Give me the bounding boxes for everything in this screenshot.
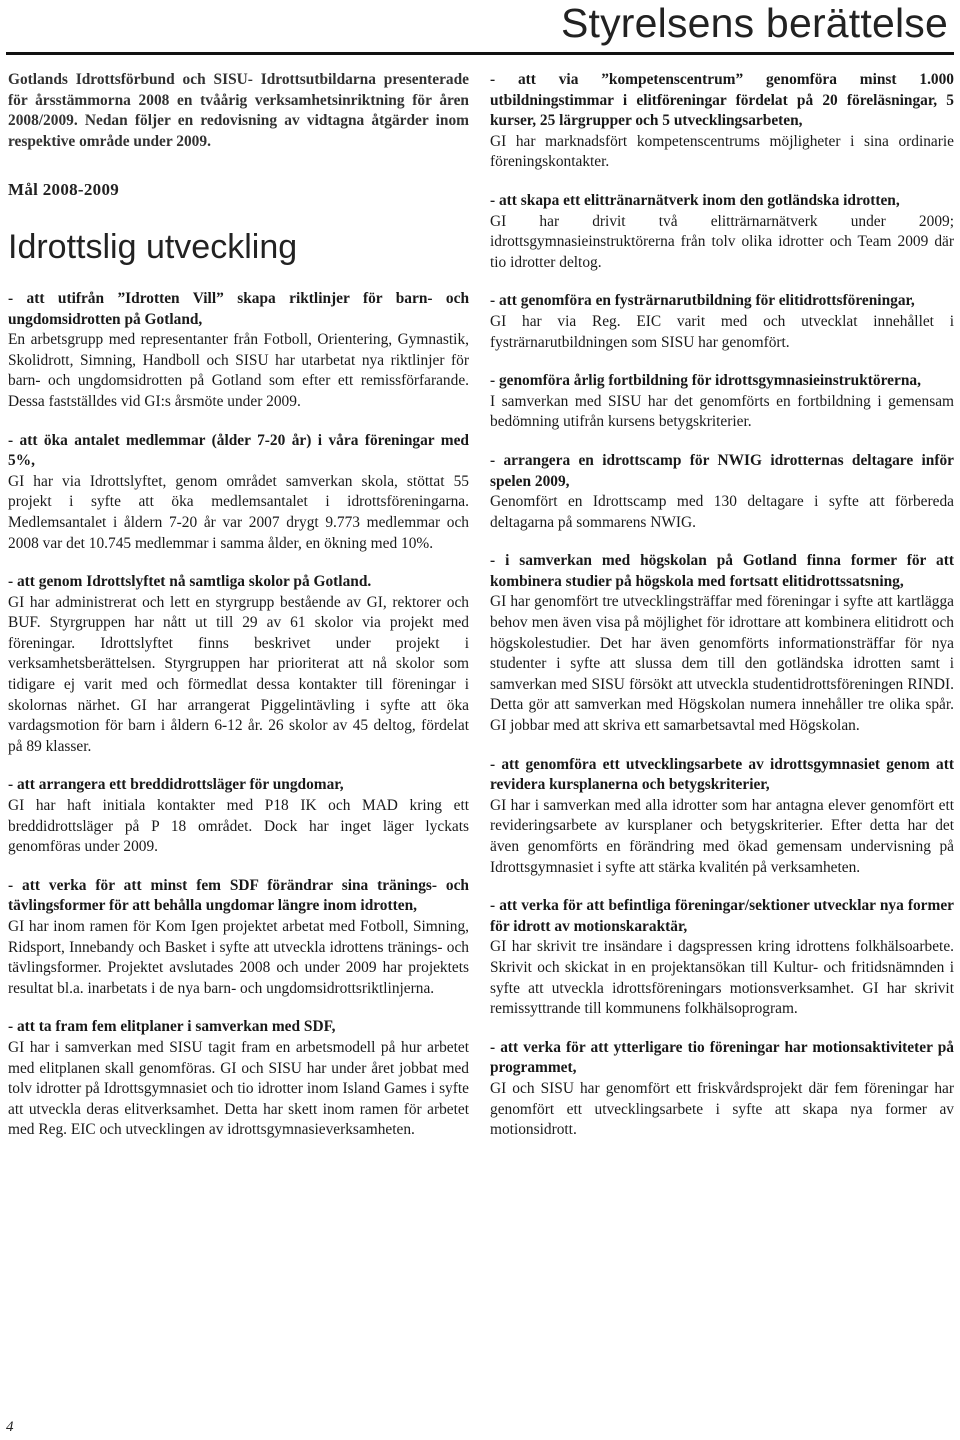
left-item-6 (8, 1017, 469, 1141)
item-heading: - att genomföra en fysträrnarutbildning för elitidrottsföreningar, (490, 292, 915, 310)
goal-heading: Mål 2008-2009 (8, 180, 120, 200)
intro-paragraph: Gotlands Idrottsförbund och SISU- Idrottsutbildarna presenterade för årsstämmorna 2008 en tvåårig verksamhetsinriktning för åren 2008/2009. Nedan följer en redovisning av vidtagna åtgärder inom respektive område under 2009. (8, 71, 469, 150)
item-body: GI har marknadsfört kompetenscentrums möjligheter i sina ordinarie föreningskontakter. (490, 132, 954, 171)
item-body: GI har skrivit tre insändare i dagspressen kring idrottens folkhälsoarbete. Skrivit och skickat in en projektansökan till Kultur- och fritidsnämnden i syfte att utveckla idrottsföreningars motionsverksamhet. GI har skrivit remissyttrande till kommunens folkhälsoprogram. (490, 938, 954, 1018)
item-heading: - att verka för att minst fem SDF förändrar sina tränings- och tävlingsformer för att behålla ungdomar längre inom idrotten, (8, 876, 469, 915)
left-column (8, 70, 469, 1159)
left-item-3 (8, 572, 469, 757)
item-heading: - att via ”kompetenscentrum” genomföra minst 1.000 utbildningstimmar i elitföreningar fördelat på 20 föreläsningar, 5 kurser, 25 lärgrupper och 5 utvecklingsarbeten, (490, 71, 954, 130)
item-body: GI har administrerat och lett en styrgrupp bestående av GI, rektorer och BUF. Styrgruppen har nått ut till 29 av 61 skolor via projekt med föreningar. Idrottslyftet finns beskrivet under projekt i verksamhetsberättelsen. Styrgruppen har prioriterat att nå skolor som tidigare ej varit med och förmedlat dessa kontakter till föreningar i skolornas närhet. GI har arrangerat Piggelintävling i syfte att öka vardagsmotion för barn i åldern 6-12 år. 26 skolor av 45 deltog, fördelat på 89 klasser. (8, 593, 469, 755)
item-body: GI har inom ramen för Kom Igen projektet arbetat med Fotboll, Simning, Ridsport, Innebandy och Basket i syfte att utveckla idrottens tränings- och tävlingsformer. Projektet avslutades 2008 och under 2009 har projektets resultat bl.a. inarbetats i de nya barn- och ungdomsidrottsriktlinjerna. (8, 918, 469, 997)
item-body: I samverkan med SISU har det genomförts en fortbildning i gemensam bedömning utifrån kursens betygskriterier. (490, 392, 954, 431)
item-body: Genomfört en Idrottscamp med 130 deltagare i syfte att förbereda deltagarna på sommarens NWIG. (490, 493, 954, 531)
item-body: GI har genomfört tre utvecklingsträffar med föreningar i syfte att kartlägga behov men även visa på möjlighet för idrottare att kombinera elitidrott och högskolestudier. Det har även genomförts informationsträffar för nya studenter i syfte att slussa dem till den gotländska idrotten samt i samverkan med SISU försökt att utveckla studentidrottsföreningen RINDI. Detta gör att samverkan med Högskolan numera innehåller tre olika spår. GI jobbar med att skriva ett samarbetsavtal med Högskolan. (490, 593, 954, 735)
left-item-4 (8, 775, 469, 857)
right-column (490, 70, 954, 1159)
right-item-1 (490, 70, 954, 173)
item-heading: - att verka för att befintliga föreningar/sektioner utvecklar nya former för idrott av motionskaraktär, (490, 897, 954, 935)
item-heading: - att utifrån ”Idrotten Vill” skapa riktlinjer för barn- och ungdomsidrotten på Gotland, (8, 289, 469, 328)
item-body: GI har i samverkan med alla idrotter som har antagna elever genomfört ett revideringsarbete av kursplaner och betygskriterier. Efter detta har det även genomförts en förändring med ökad gemensam undervisning på Idrottsgymnasiet i syfte att stärka kvalitén på verksamheten. (490, 796, 954, 876)
item-heading: - att verka för att ytterligare tio föreningar har motionsaktiviteter på programmet, (490, 1038, 954, 1077)
right-item-8 (490, 896, 954, 1020)
page-title: Styrelsens berättelse (560, 0, 948, 46)
item-body: GI har i samverkan med SISU tagit fram en arbetsmodell på hur arbetet med elitplanen skall genomföras. GI och SISU har under året jobbat med tolv idrotter på Idrottsgymnasiet och tio idrotter inom Island Games i syfte att utveckla deras elitverksamhet. Detta har skett inom ramen för arbetet med Reg. EIC och utvecklingen av idrottsgymnasieverksamheten. (8, 1038, 469, 1139)
right-item-3 (490, 291, 954, 353)
item-heading: - genomföra årlig fortbildning för idrottsgymnasieinstruktörerna, (490, 372, 921, 390)
item-body: GI och SISU har genomfört ett friskvårdsprojekt där fem föreningar har genomfört ett utvecklingsarbete i syfte att skapa nya former av motionsidrott. (490, 1079, 954, 1139)
header-rule (6, 52, 954, 55)
right-item-9 (490, 1038, 954, 1141)
right-item-2 (490, 191, 954, 273)
item-body: GI har via Reg. EIC varit med och utvecklat innehållet i fysträrnarutbildningen som SISU har genomfört. (490, 312, 954, 351)
left-item-2 (8, 431, 469, 555)
item-heading: - att skapa ett elittränarnätverk inom den gotländska idrotten, (490, 191, 900, 209)
item-heading: - att genom Idrottslyftet nå samtliga skolor på Gotland. (8, 573, 372, 591)
item-heading: - att genomföra ett utvecklingsarbete av idrottsgymnasiet genom att revidera kursplanerna och betygskriterier, (490, 755, 954, 794)
page-number: 4 (6, 1419, 14, 1435)
right-item-7 (490, 755, 954, 879)
item-heading: - i samverkan med högskolan på Gotland finna former för att kombinera studier på högskola med fortsatt elitidrottssatsning, (490, 552, 954, 590)
section-heading: Idrottslig utveckling (8, 227, 298, 266)
item-body: GI har haft initiala kontakter med P18 IK och MAD kring ett breddidrottsläger på P 18 området. Dock har inget läger lyckats genomföras under 2009. (8, 797, 469, 856)
item-heading: - att öka antalet medlemmar (ålder 7-20 år) i våra föreningar med 5%, (8, 431, 469, 470)
item-heading: - arrangera en idrottscamp för NWIG idrotternas deltagare inför spelen 2009, (490, 451, 954, 490)
right-item-5 (490, 451, 954, 533)
left-item-1 (8, 289, 469, 413)
item-body: GI har via Idrottslyftet, genom området samverkan skola, stöttat 55 projekt i syfte att öka medlemsantalet i idrottsföreningarna. Medlemsantalet i åldern 7-20 år var 2007 drygt 9.773 medlemmar och 2008 var det 10.745 medlemmar i samma ålder, en ökning med 10%. (8, 472, 469, 552)
item-body: GI har drivit två elitträrnarnätverk under 2009; idrottsgymnasieinstruktörerna från tolv olika idrotter och Team 2009 där tio idrotter deltog. (490, 212, 954, 271)
item-heading: - att arrangera ett breddidrottsläger för ungdomar, (8, 776, 344, 794)
left-item-5 (8, 876, 469, 1000)
right-item-6 (490, 551, 954, 736)
right-item-4 (490, 371, 954, 433)
item-body: En arbetsgrupp med representanter från Fotboll, Orientering, Gymnastik, Skolidrott, Simning, Handboll och SISU har utarbetat nya riktlinjer för barn- och ungdomsidrotten på Gotland som efter ett remissförfarande. Dessa fastställdes vid GI:s årsmöte under 2009. (8, 331, 469, 410)
item-heading: - att ta fram fem elitplaner i samverkan med SDF, (8, 1018, 336, 1036)
